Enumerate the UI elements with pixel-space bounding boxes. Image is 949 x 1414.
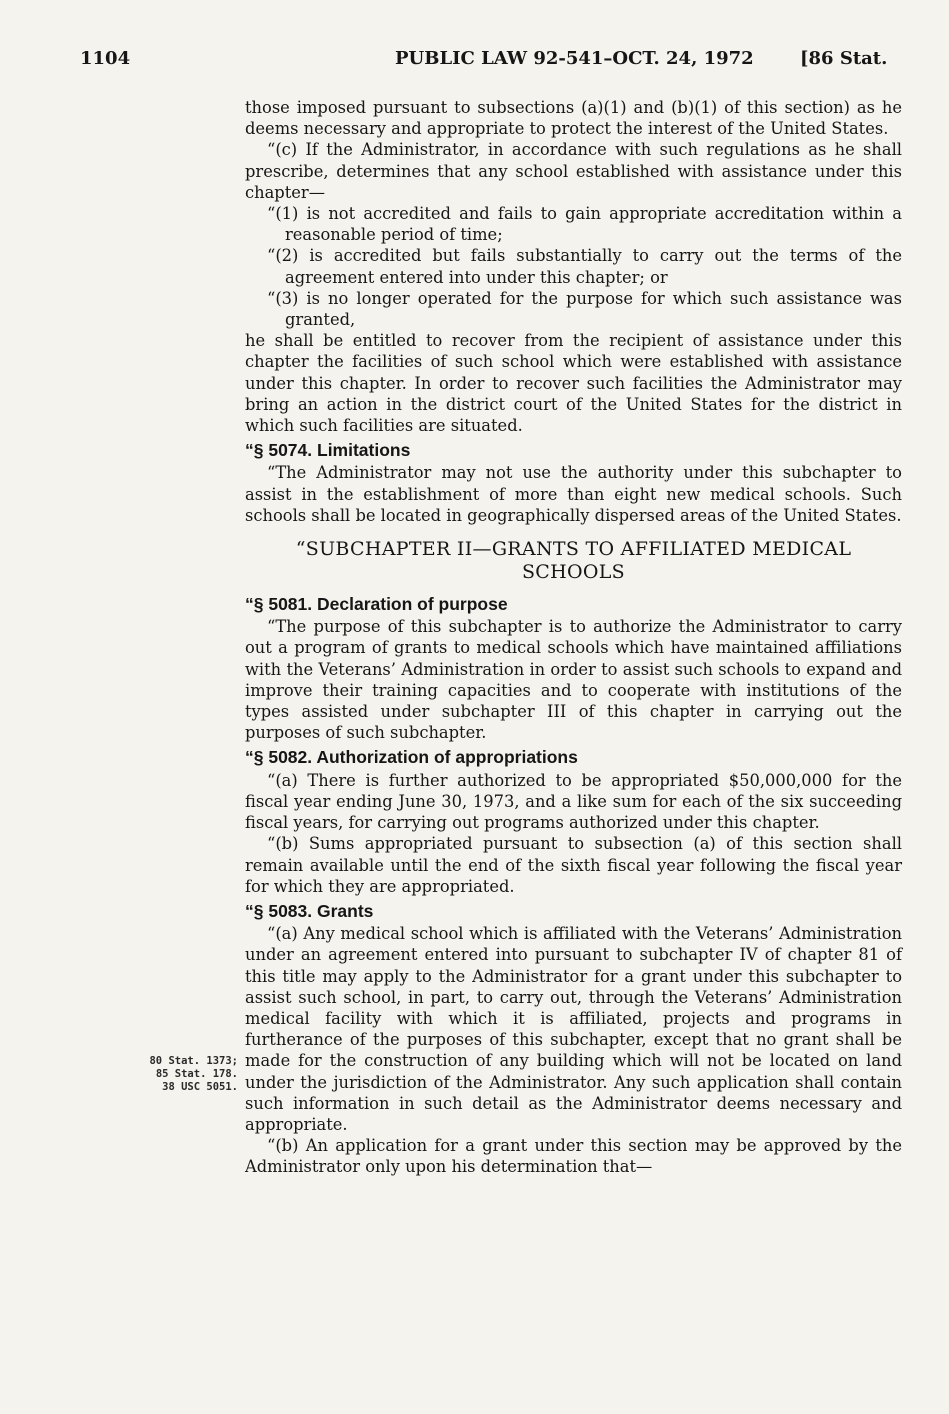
- margin-citation: 85 Stat. 178.: [155, 1068, 238, 1080]
- section-5083-subsection-b: “(b) An application for a grant under this section may be approved by the Administrator only upon his determination that—: [245, 1136, 902, 1177]
- section-5081-text: “The purpose of this subchapter is to authorize the Administrator to carry out a program of grants to medical schools which have maintained affiliations with the Veterans’ Administration in order to assist such schools to expand and improve their training capacities and to cooperate with institutions of the types assisted under subchapter III of this chapter in carrying out the purposes of such subchapter.: [245, 617, 902, 743]
- section-5082-subsection-a: “(a) There is further authorized to be appropriated $50,000,000 for the fiscal year ending June 30, 1973, and a like sum for each of the six succeeding fiscal years, for carrying out programs authorized under this chapter.: [245, 770, 902, 833]
- section-5083-subsection-a: “(a) Any medical school which is affiliated with the Veterans’ Administration under an agreement entered into pursuant to subchapter IV of chapter 81 of this title may apply to the Administrator for a grant under this subchapter to assist such school, in part, to carry out, through the Veterans’ Administration medical facility with which it is affiliated, projects and programs in furtherance of the purposes of this subchapter, except that no grant shall be made for the construction of any building which will not be located on land under the jurisdiction of the Administrator. Any such application shall contain such information in such detail as the Administrator deems necessary and appropriate.: [245, 924, 902, 1134]
- section-5083-heading: “§ 5083. Grants: [245, 900, 374, 921]
- statute-volume: [86 Stat.: [800, 48, 888, 69]
- margin-citation: 80 Stat. 1373;: [149, 1055, 238, 1067]
- section-5074-text: “The Administrator may not use the authority under this subchapter to assist in the establishment of more than eight new medical schools. Such schools shall be located in geographically dispersed areas of the United States.: [245, 463, 902, 525]
- margin-citation: 38 USC 5051.: [162, 1081, 238, 1093]
- section-5082-heading: “§ 5082. Authorization of appropriations: [245, 747, 578, 768]
- continuation-paragraph: those imposed pursuant to subsections (a)(1) and (b)(1) of this section) as he deems necessary and appropriate to protect the interest of the United States.: [245, 98, 902, 139]
- subchapter-heading: “SUBCHAPTER II—GRANTS TO AFFILIATED MEDICAL SCHOOLS: [295, 538, 852, 584]
- margin-citations: [70, 1055, 238, 1094]
- section-5074-heading: “§ 5074. Limitations: [245, 440, 411, 461]
- page-number: 1104: [80, 48, 131, 69]
- section-5081-heading: “§ 5081. Declaration of purpose: [245, 594, 508, 615]
- running-head-title: PUBLIC LAW 92-541–OCT. 24, 1972: [395, 48, 754, 69]
- list-item: “(2) is accredited but fails substantially to carry out the terms of the agreement entered into under this chapter; or: [267, 246, 902, 287]
- subsection-c-conclusion: he shall be entitled to recover from the recipient of assistance under this chapter the facilities of such school which were established with assistance under this chapter. In order to recover such facilities the Administrator may bring an action in the district court of the United States for the district in which such facilities are situated.: [245, 331, 902, 436]
- subsection-c-intro: “(c) If the Administrator, in accordance with such regulations as he shall prescribe, determines that any school established with assistance under this chapter—: [245, 140, 902, 202]
- list-item: “(3) is no longer operated for the purpose for which such assistance was granted,: [267, 288, 902, 330]
- list-item: “(1) is not accredited and fails to gain appropriate accreditation within a reasonable period of time;: [267, 204, 902, 245]
- main-text-column: [245, 97, 902, 1178]
- section-5082-subsection-b: “(b) Sums appropriated pursuant to subsection (a) of this section shall remain available until the end of the sixth fiscal year following the fiscal year for which they are appropriated.: [245, 834, 902, 896]
